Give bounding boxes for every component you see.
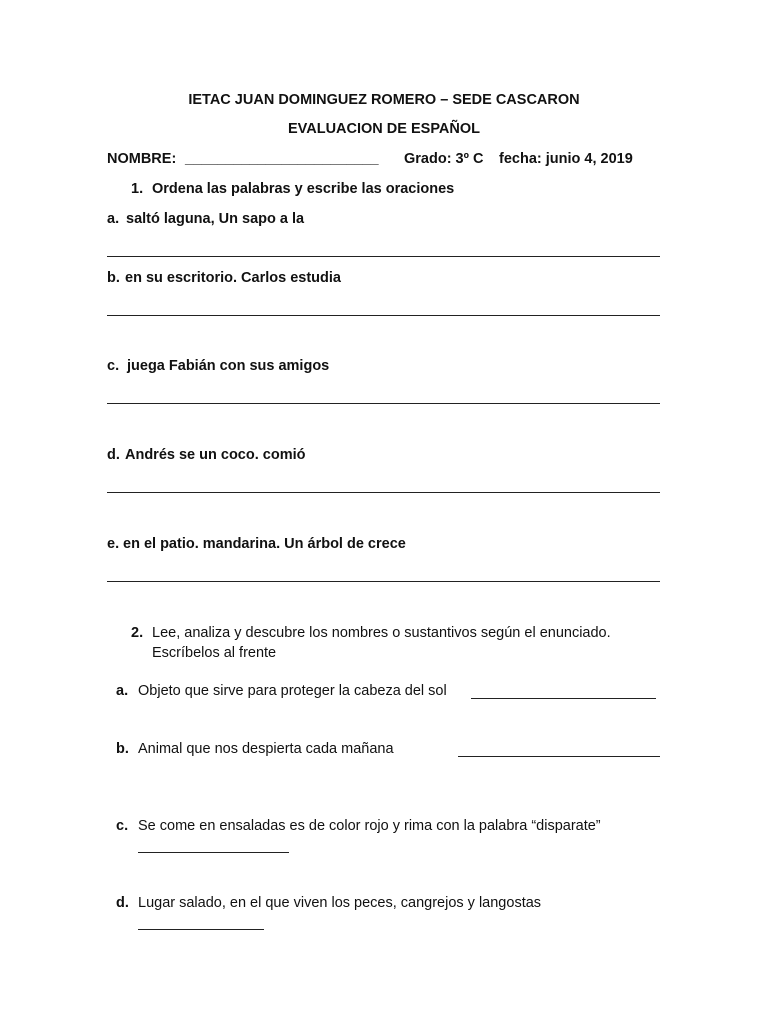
answer-line-2b[interactable] [458, 756, 660, 757]
name-blank[interactable]: ________________________ [185, 151, 379, 167]
item1-e-letter: e. [107, 536, 120, 552]
name-label: NOMBRE: [107, 151, 177, 167]
item1-e-text: en el patio. mandarina. Un árbol de crece [123, 536, 406, 552]
section2-instruction-line1: Lee, analiza y descubre los nombres o sustantivos según el enunciado. [152, 625, 611, 641]
item1-c-text: juega Fabián con sus amigos [127, 358, 330, 374]
item2-d-letter: d. [116, 895, 129, 911]
answer-line-1a[interactable] [107, 256, 660, 257]
answer-line-1c[interactable] [107, 403, 660, 404]
item1-d-letter: d. [107, 447, 120, 463]
section2-instruction-line2: Escríbelos al frente [152, 645, 277, 661]
subject-title: EVALUACION DE ESPAÑOL [287, 121, 480, 137]
item2-b-letter: b. [116, 741, 129, 757]
section1-number: 1. [131, 181, 144, 197]
item2-d-text: Lugar salado, en el que viven los peces, cangrejos y langostas [138, 895, 542, 911]
item1-b-letter: b. [107, 270, 120, 286]
section1-instruction: Ordena las palabras y escribe las oraciones [152, 181, 455, 197]
item1-b-text: en su escritorio. Carlos estudia [125, 270, 341, 286]
item1-d-text: Andrés se un coco. comió [125, 447, 306, 463]
item2-b-text: Animal que nos despierta cada mañana [138, 741, 394, 757]
item2-c-letter: c. [116, 818, 129, 834]
date-label: fecha: junio 4, 2019 [499, 151, 633, 167]
grade-label: Grado: 3º C [404, 151, 484, 167]
answer-line-1d[interactable] [107, 492, 660, 493]
answer-line-2d[interactable] [138, 929, 264, 930]
answer-line-1b[interactable] [107, 315, 660, 316]
section2-number: 2. [131, 625, 144, 641]
item2-a-text: Objeto que sirve para proteger la cabeza del sol [138, 683, 447, 699]
answer-line-2c[interactable] [138, 852, 289, 853]
school-title: IETAC JUAN DOMINGUEZ ROMERO – SEDE CASCARON [188, 92, 580, 108]
item1-c-letter: c. [107, 358, 120, 374]
item1-a-text: saltó laguna, Un sapo a la [126, 211, 305, 227]
item2-c-text: Se come en ensaladas es de color rojo y rima con la palabra “disparate” [138, 818, 601, 834]
item1-a-letter: a. [107, 211, 120, 227]
answer-line-1e[interactable] [107, 581, 660, 582]
answer-line-2a[interactable] [471, 698, 656, 699]
item2-a-letter: a. [116, 683, 129, 699]
